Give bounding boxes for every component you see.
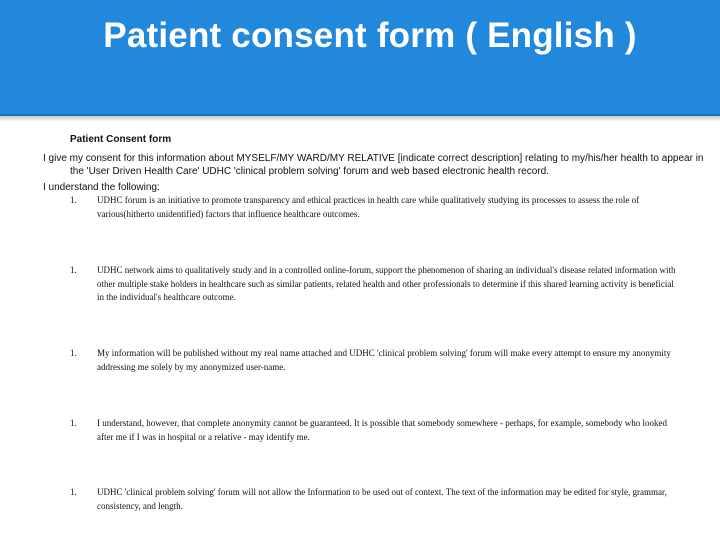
title-band-shadow	[0, 116, 720, 122]
list-item-text: UDHC network aims to qualitatively study and in a controlled online-forum, support the phenomenon of sharing an individual's disease related information with other multiple stake holders in healthcare such as similar patients, related health and other professionals to determine if this shared learning activity is beneficial in the individual's healthcare outcome.	[97, 265, 676, 302]
list-item-text: I understand, however, that complete anonymity cannot be guaranteed. It is possible that somebody somewhere - perhaps, for example, somebody who looked after me if I was in hospital or a relative - may identify me.	[97, 418, 667, 442]
list-item-text: UDHC forum is an initiative to promote transparency and ethical practices in health care while qualitatively studying its processes to assess the role of various(hitherto unidentified) factors that influence healthcare outcomes.	[97, 195, 640, 219]
list-item	[70, 194, 680, 221]
list-item-number: 1.	[70, 195, 77, 205]
list-item-number: 1.	[70, 418, 77, 428]
list-item	[70, 486, 680, 513]
list-item-text: UDHC 'clinical problem solving' forum will not allow the Information to be used out of context. The text of the information may be edited for style, grammar, consistency, and length.	[97, 487, 667, 511]
understand-intro: I understand the following:	[43, 182, 160, 193]
slide-title: Patient consent form ( English )	[103, 16, 637, 55]
list-item	[70, 264, 680, 305]
list-item	[70, 347, 680, 374]
consent-paragraph: I give my consent for this information about MYSELF/MY WARD/MY RELATIVE [indicate correct description] relating to my/his/her health to appear in the 'User Driven Health Care' UDHC 'clinical problem solving' forum and web based electronic health record.	[43, 153, 704, 177]
form-heading: Patient Consent form	[70, 134, 172, 145]
list-item-number: 1.	[70, 348, 77, 358]
list-item-text: My information will be published without my real name attached and UDHC 'clinical problem solving' forum will make every attempt to ensure my anonymity addressing me solely by my anonymized user-name.	[97, 348, 671, 372]
list-item	[70, 417, 680, 444]
list-item-number: 1.	[70, 265, 77, 275]
list-item-number: 1.	[70, 487, 77, 497]
